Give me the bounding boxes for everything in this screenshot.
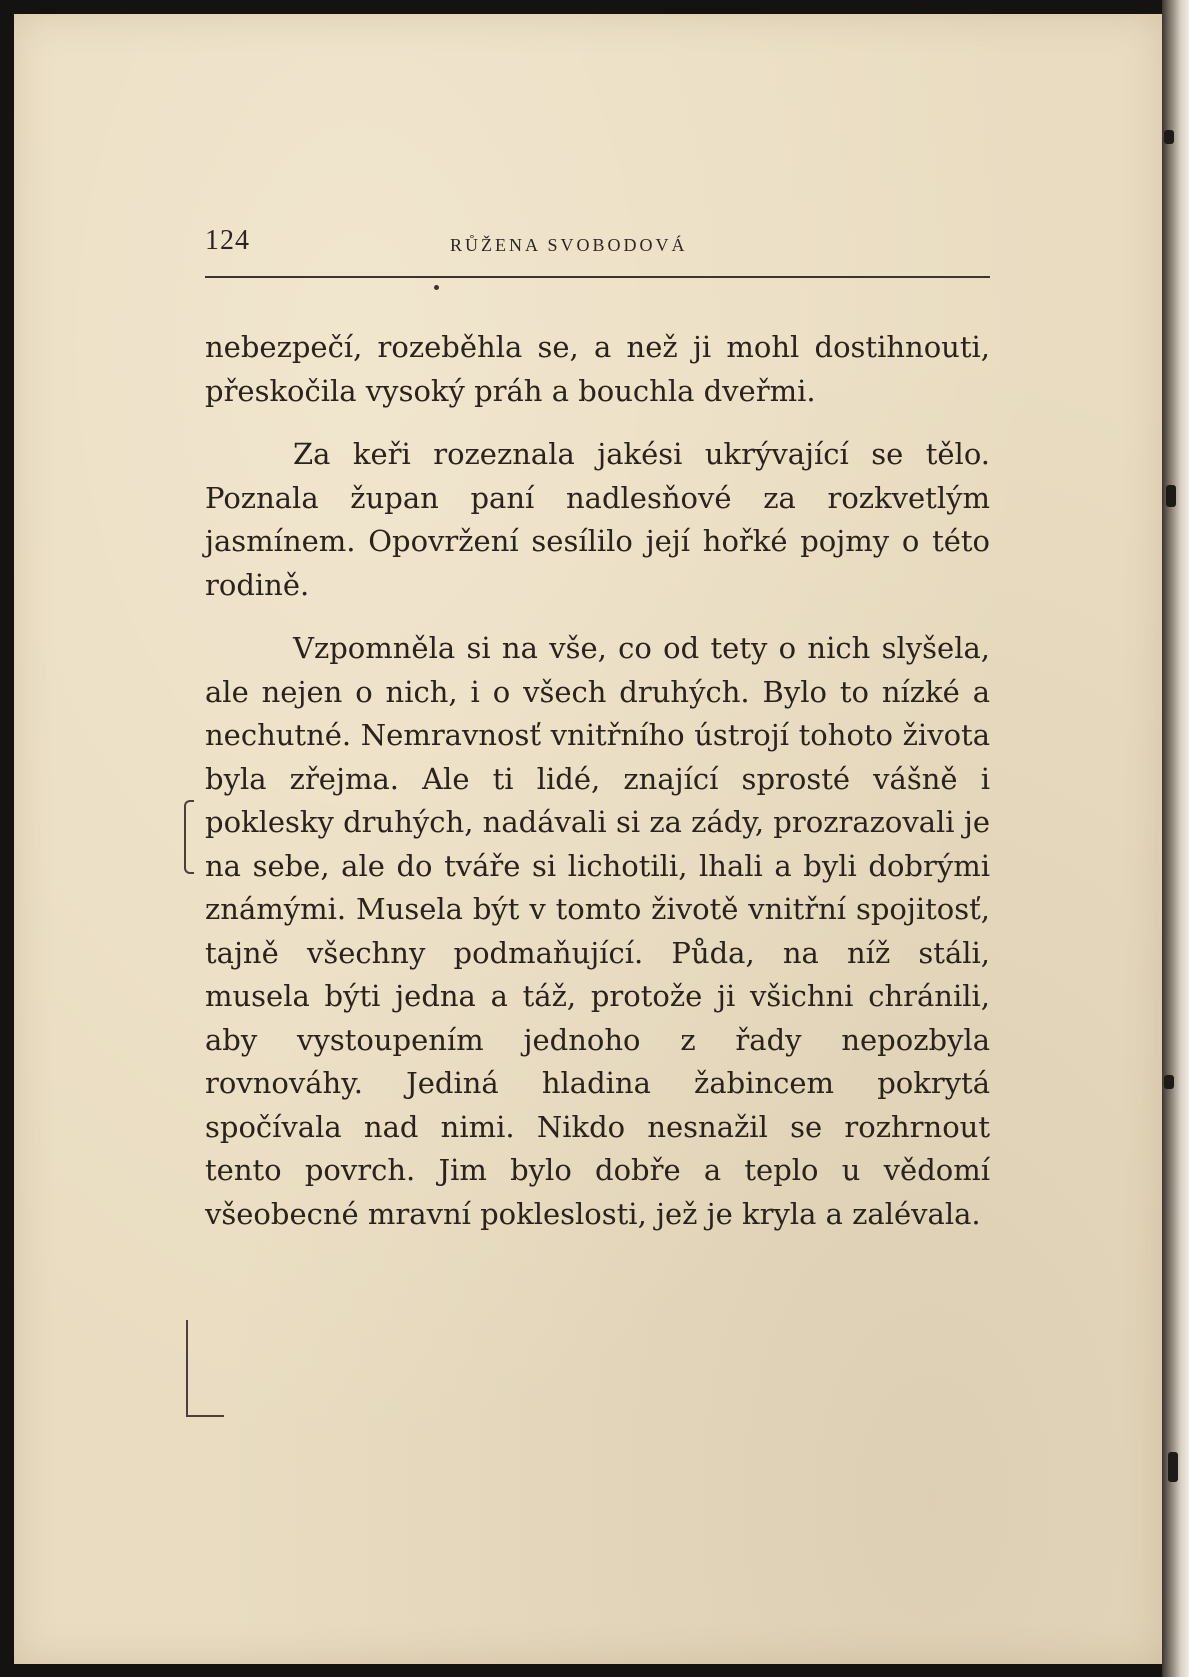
binding-mark [1164,1075,1174,1089]
header-rule [205,276,990,278]
paragraph-2: Za keři rozeznala jakési ukrývající se tělo. Poznala župan paní nadlesňové za rozkvetlým jasmínem. Opovržení sesílilo její hořké pojmy o této rodině. [205,437,990,602]
running-title: RŮŽENA SVOBODOVÁ [450,235,688,255]
paragraph-3: Vzpomněla si na vše, co od tety o nich slyšela, ale nejen o nich, i o všech druhých. Bylo to nízké a nechutné. Nemravnosť vnitřního ústrojí tohoto života byla zřejma. Ale ti lidé, znající sprosté vášně i poklesky druhých, nadávali si za zády, prozrazovali je na sebe, ale do tváře si lichotili, lhali a byli dobrými známými. Musela být v tomto životě vnitřní spojitosť, tajně všechny podmaňující. Půda, na níž stáli, musela býti jedna a táž, protože ji všichni chránili, aby vystoupením jednoho z řady nepozbyla rovnováhy. Jediná hladina žabincem pokrytá spočívala nad nimi. Nikdo nesnažil se rozhrnout tento povrch. Jim bylo dobře a teplo u vědomí všeobecné mravní pokleslosti, jež je kryla a zalévala. [205,631,990,1231]
paragraph-1: nebezpečí, rozeběhla se, a než ji mohl dostihnouti, přeskočila vysoký práh a bouchla dveřmi. [205,330,990,408]
body-text [205,326,990,1256]
margin-pencil-bracket [186,1320,224,1417]
binding-mark [1164,130,1174,144]
margin-pencil-bracket [184,800,194,874]
binding-mark [1166,485,1176,507]
binding-mark [1168,1452,1178,1482]
rule-dot [434,285,439,290]
page-number: 124 [205,225,250,256]
page-header [205,225,990,265]
page-gutter [1162,0,1189,1677]
